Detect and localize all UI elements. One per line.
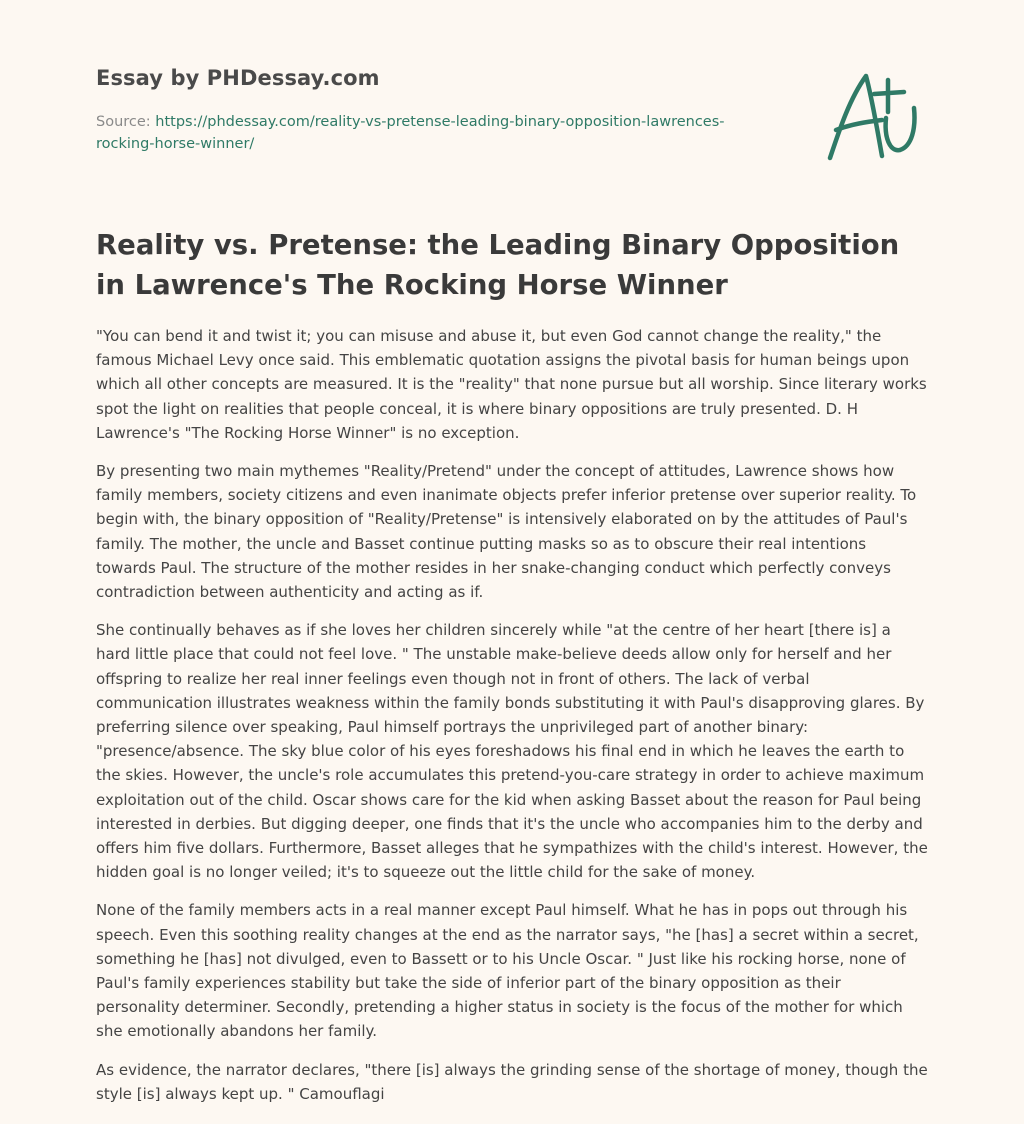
paragraph: As evidence, the narrator declares, "there [is] always the grinding sense of the shortage of money, though the style [is] always kept up. " Camouflagi bbox=[96, 1060, 928, 1103]
source-link[interactable]: https://phdessay.com/reality-vs-pretense-leading-binary-opposition-lawrences-rocking-horse-winner/ bbox=[96, 114, 725, 152]
essay-body bbox=[96, 324, 928, 1120]
paragraph: By presenting two main mythemes "Reality/Pretend" under the concept of attitudes, Lawrence shows how family members, society citizens and even inanimate objects prefer inferior pretense over superior reality. To begin with, the binary opposition of "Reality/Pretense" is intensively elaborated on by the attitudes of Paul's family. The mother, the uncle and Basset continue putting masks so as to obscure their real intentions towards Paul. The structure of the mother resides in her snake-changing conduct which perfectly conveys contradiction between authenticity and acting as if. bbox=[96, 462, 917, 602]
a-plus-grade-icon bbox=[826, 68, 926, 163]
site-brand: Essay by PHDessay.com bbox=[96, 66, 380, 90]
essay-title: Reality vs. Pretense: the Leading Binary Opposition in Lawrence's The Rocking Horse Winner bbox=[96, 229, 900, 301]
source-line bbox=[96, 111, 756, 155]
source-label: Source: bbox=[96, 114, 156, 130]
paragraph: She continually behaves as if she loves her children sincerely while "at the centre of her heart [there is] a hard little place that could not feel love. " The unstable make-believe deeds allow only for herself and her offspring to realize her real inner feelings even though not in front of others. The lack of verbal communication illustrates weakness within the family bonds substituting it with Paul's disapproving glares. By preferring silence over speaking, Paul himself portrays the unprivileged part of another binary: "presence/absence. The sky blue color of his eyes foreshadows his final end in which he leaves the earth to the skies. However, the uncle's role accumulates this pretend-you-care strategy in order to achieve maximum exploitation out of the child. Oscar shows care for the kid when asking Basset about the reason for Paul being interested in derbies. But digging deeper, one finds that it's the uncle who accompanies him to the derby and offers him five dollars. Furthermore, Basset alleges that he sympathizes with the child's interest. However, the hidden goal is no longer veiled; it's to squeeze out the little child for the sake of money. bbox=[96, 621, 928, 882]
paragraph: "You can bend it and twist it; you can misuse and abuse it, but even God cannot change the reality," the famous Michael Levy once said. This emblematic quotation assigns the pivotal basis for human beings upon which all other concepts are measured. It is the "reality" that none pursue but all worship. Since literary works spot the light on realities that people conceal, it is where binary oppositions are truly presented. D. H Lawrence's "The Rocking Horse Winner" is no exception. bbox=[96, 327, 927, 442]
paragraph: None of the family members acts in a real manner except Paul himself. What he has in pops out through his speech. Even this soothing reality changes at the end as the narrator says, "he [has] a secret within a secret, something he [has] not divulged, even to Bassett or to his Uncle Oscar. " Just like his rocking horse, none of Paul's family experiences stability but take the side of inferior part of the binary opposition as their personality determiner. Secondly, pretending a higher status in society is the focus of the mother for which she emotionally abandons her family. bbox=[96, 901, 919, 1041]
